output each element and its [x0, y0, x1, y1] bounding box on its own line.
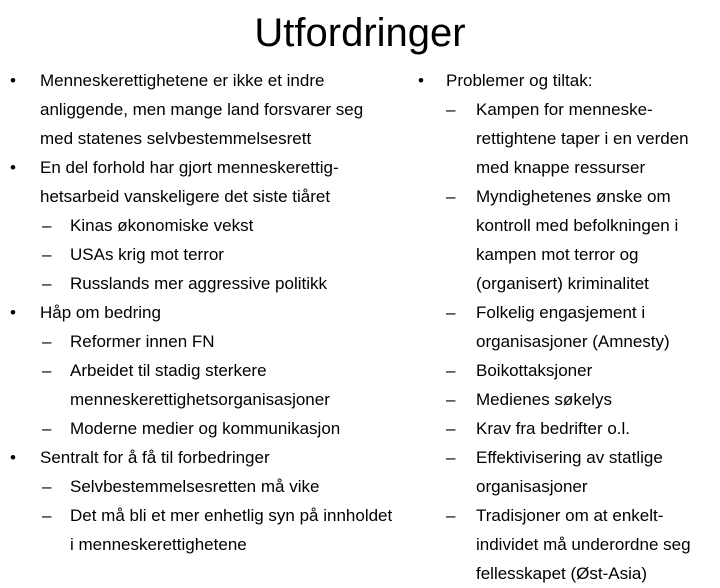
sub-list-item-text: Boikottaksjoner: [476, 361, 593, 380]
bullet-marker: •: [10, 303, 16, 322]
sub-list-item: [418, 182, 720, 298]
sub-list-item-text: Arbeidet til stadig sterkere menneskerettighetsorganisasjoner: [70, 361, 330, 409]
dash-marker: –: [446, 448, 456, 467]
sub-list-item: [418, 385, 720, 414]
dash-marker: –: [42, 419, 52, 438]
sub-list-item: [8, 414, 398, 443]
sub-list-item-text: Det må bli et mer enhetlig syn på innholdet i menneskerettighetene: [70, 506, 393, 554]
sub-list-item: [8, 356, 398, 414]
dash-marker: –: [446, 361, 456, 380]
sub-list-item-text: Effektivisering av statlige organisasjoner: [476, 448, 663, 496]
sub-list-item-text: Reformer innen FN: [70, 332, 215, 351]
dash-marker: –: [42, 332, 52, 351]
sub-list-item-text: Medienes søkelys: [476, 390, 613, 409]
dash-marker: –: [446, 303, 456, 322]
sub-list-item: [418, 356, 720, 385]
sub-list-item-text: Tradisjoner om at enkelt-individet må underordne seg fellesskapet (Øst-Asia): [476, 506, 691, 583]
sub-list-item: [418, 298, 720, 356]
list-item-text: En del forhold har gjort menneskerettig-hetsarbeid vanskeligere det siste tiåret: [40, 158, 339, 206]
right-column: [418, 66, 720, 588]
sub-list-item: [8, 240, 398, 269]
sub-list-item: [8, 501, 398, 559]
list-item: [8, 298, 398, 327]
sub-list-item-text: Folkelig engasjement i organisasjoner (Amnesty): [476, 303, 670, 351]
sub-list-item-text: Russlands mer aggressive politikk: [70, 274, 327, 293]
sub-list-item-text: Moderne medier og kommunikasjon: [70, 419, 341, 438]
dash-marker: –: [42, 477, 52, 496]
dash-marker: –: [42, 361, 52, 380]
sub-list-item: [418, 414, 720, 443]
sub-list-item: [418, 95, 720, 182]
dash-marker: –: [446, 187, 456, 206]
sub-list-item: [418, 501, 720, 588]
dash-marker: –: [42, 506, 52, 525]
dash-marker: –: [446, 390, 456, 409]
sub-list-item-text: Krav fra bedrifter o.l.: [476, 419, 631, 438]
sub-list-item: [8, 327, 398, 356]
list-item-text: Problemer og tiltak:: [446, 71, 593, 90]
list-item: [8, 66, 398, 153]
list-item-text: Menneskerettighetene er ikke et indre anliggende, men mange land forsvarer seg med statenes selvbestemmelsesrett: [40, 71, 364, 148]
sub-list-item: [8, 211, 398, 240]
sub-list-item: [8, 472, 398, 501]
list-item-text: Håp om bedring: [40, 303, 161, 322]
bullet-marker: •: [10, 71, 16, 90]
list-item-text: Sentralt for å få til forbedringer: [40, 448, 270, 467]
left-column: [8, 66, 398, 559]
slide-title: Utfordringer: [254, 11, 466, 55]
list-item: [418, 66, 720, 95]
bullet-marker: •: [10, 158, 16, 177]
dash-marker: –: [446, 506, 456, 525]
sub-list-item-text: Kampen for menneske-rettightene taper i en verden med knappe ressurser: [476, 100, 689, 177]
sub-list-item-text: Kinas økonomiske vekst: [70, 216, 254, 235]
list-item: [8, 443, 398, 472]
sub-list-item-text: Selvbestemmelsesretten må vike: [70, 477, 320, 496]
dash-marker: –: [42, 274, 52, 293]
dash-marker: –: [42, 216, 52, 235]
bullet-marker: •: [418, 71, 424, 90]
dash-marker: –: [446, 419, 456, 438]
list-item: [8, 153, 398, 211]
bullet-marker: •: [10, 448, 16, 467]
dash-marker: –: [446, 100, 456, 119]
sub-list-item-text: USAs krig mot terror: [70, 245, 224, 264]
dash-marker: –: [42, 245, 52, 264]
sub-list-item: [8, 269, 398, 298]
sub-list-item-text: Myndighetenes ønske om kontroll med befolkningen i kampen mot terror og (organisert) kriminalitet: [476, 187, 679, 293]
sub-list-item: [418, 443, 720, 501]
